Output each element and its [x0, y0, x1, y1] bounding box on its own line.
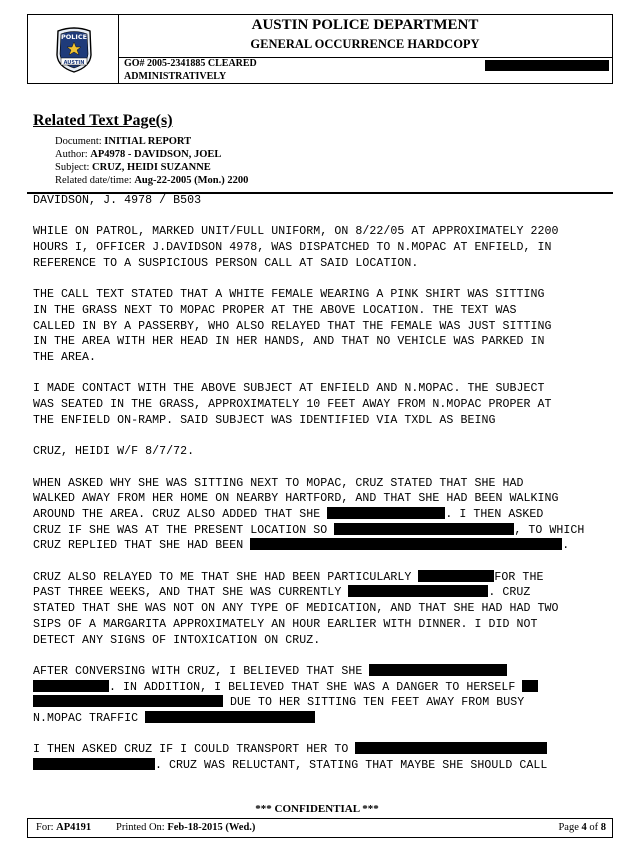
author-label: Author: [55, 149, 88, 160]
redaction-bar [334, 523, 514, 535]
page-total: 8 [600, 822, 606, 833]
page-footer [27, 818, 613, 838]
paragraph-1: WHILE ON PATROL, MARKED UNIT/FULL UNIFORM, ON 8/22/05 AT APPROXIMATELY 2200 HOURS I, OFFICER J.DAVIDSON 4978, WAS DISPATCHED TO N.MOPAC AT ENFIELD, IN REFERENCE TO A SUSPICIOUS PERSON CALL AT SAID LOCATION. [33, 225, 559, 270]
redaction-bar [33, 695, 223, 707]
author-value: AP4978 - DAVIDSON, JOEL [90, 149, 222, 160]
printed-on: Printed On: Feb-18-2015 (Wed.) [116, 822, 256, 833]
paragraph-6: CRUZ ALSO RELAYED TO ME THAT SHE HAD BEEN PARTICULARLY FOR THE PAST THREE WEEKS, AND THAT SHE WAS CURRENTLY . CRUZ STATED THAT SHE WAS NOT ON ANY TYPE OF MEDICATION, AND THAT SHE HAD HAD TWO SIPS OF A MARGARITA APPROXIMATELY AN HOUR EARLIER WITH DINNER. I DID NOT DETECT ANY SIGNS OF INTOXICATION ON CRUZ. [33, 570, 559, 647]
report-body [33, 193, 608, 790]
redaction-bar [369, 664, 507, 676]
redaction-bar [355, 742, 547, 754]
confidential-notice: *** CONFIDENTIAL *** [255, 803, 379, 815]
document-label: Document: [55, 136, 102, 147]
clearance-status: ADMINISTRATIVELY [124, 71, 227, 82]
redaction-bar [348, 585, 488, 597]
redaction-bar [327, 507, 445, 519]
redaction-bar [250, 538, 562, 550]
section-title: Related Text Page(s) [33, 112, 173, 129]
date-label: Related date/time: [55, 175, 132, 186]
document-row [55, 136, 191, 147]
page-current: 4 [581, 822, 587, 833]
redaction-bar [33, 680, 109, 692]
badge-bottom-text: AUSTIN [63, 60, 85, 66]
printed-for-id: AP4191 [56, 822, 92, 833]
date-value: Aug-22-2005 (Mon.) 2200 [134, 175, 249, 186]
paragraph-2: THE CALL TEXT STATED THAT A WHITE FEMALE WEARING A PINK SHIRT WAS SITTING IN THE GRASS NEXT TO MOPAC PROPER AT THE ABOVE LOCATION. THE TEXT WAS CALLED IN BY A PASSERBY, WHO ALSO RELAYED THAT THE FEMALE WAS JUST SITTING IN THE AREA WITH HER HEAD IN HER HANDS, AND THAT NO VEHICLE WAS PARKED IN THE AREA. [33, 288, 552, 364]
redaction-bar [33, 758, 155, 770]
printed-on-date: Feb-18-2015 (Wed.) [167, 822, 256, 833]
printed-for: For: AP4191 [36, 822, 92, 833]
subject-row [55, 162, 211, 173]
author-row [55, 149, 221, 160]
report-header [27, 14, 613, 84]
redaction-bar [522, 680, 538, 692]
document-value: INITIAL REPORT [104, 136, 192, 147]
paragraph-3: I MADE CONTACT WITH THE ABOVE SUBJECT AT ENFIELD AND N.MOPAC. THE SUBJECT WAS SEATED IN THE GRASS, APPROXIMATELY 10 FEET AWAY FROM N.MOPAC PROPER AT THE ENFIELD ON-RAMP. SAID SUBJECT WAS IDENTIFIED VIA TXDL AS BEING [33, 382, 552, 427]
paragraph-8: I THEN ASKED CRUZ IF I COULD TRANSPORT HER TO . CRUZ WAS RELUCTANT, STATING THAT MAYBE SHE SHOULD CALL [33, 743, 548, 773]
badge-top-text: POLICE [60, 33, 88, 41]
paragraph-5: WHEN ASKED WHY SHE WAS SITTING NEXT TO MOPAC, CRUZ STATED THAT SHE HAD WALKED AWAY FROM HER HOME ON NEARBY HARTFORD, AND THAT SHE HAD BEEN WALKING AROUND THE AREA. CRUZ ALSO ADDED THAT SHE . I THEN ASKED CRUZ IF SHE WAS AT THE PRESENT LOCATION SO , TO WHICH CRUZ REPLIED THAT SHE HAD BEEN . [33, 476, 585, 553]
report-type: GENERAL OCCURRENCE HARDCOPY [250, 37, 480, 51]
redaction-bar [418, 570, 494, 582]
paragraph-4: CRUZ, HEIDI W/F 8/7/72. [33, 445, 195, 459]
redaction-bar [145, 711, 315, 723]
officer-line: DAVIDSON, J. 4978 / B503 [33, 194, 202, 207]
page-indicator: Page 4 of 8 [558, 822, 606, 833]
date-row [55, 175, 248, 186]
subject-label: Subject: [55, 162, 90, 173]
police-badge-icon [54, 27, 94, 73]
paragraph-7: AFTER CONVERSING WITH CRUZ, I BELIEVED THAT SHE . IN ADDITION, I BELIEVED THAT SHE WAS A DANGER TO HERSELF DUE TO HER SITTING TEN FEET AWAY FROM BUSY N.MOPAC TRAFFIC [33, 664, 608, 727]
go-number: GO# 2005-2341885 CLEARED [124, 58, 257, 69]
redaction-bar [485, 60, 609, 71]
department-name: AUSTIN POLICE DEPARTMENT [251, 17, 479, 33]
subject-value: CRUZ, HEIDI SUZANNE [92, 162, 211, 173]
